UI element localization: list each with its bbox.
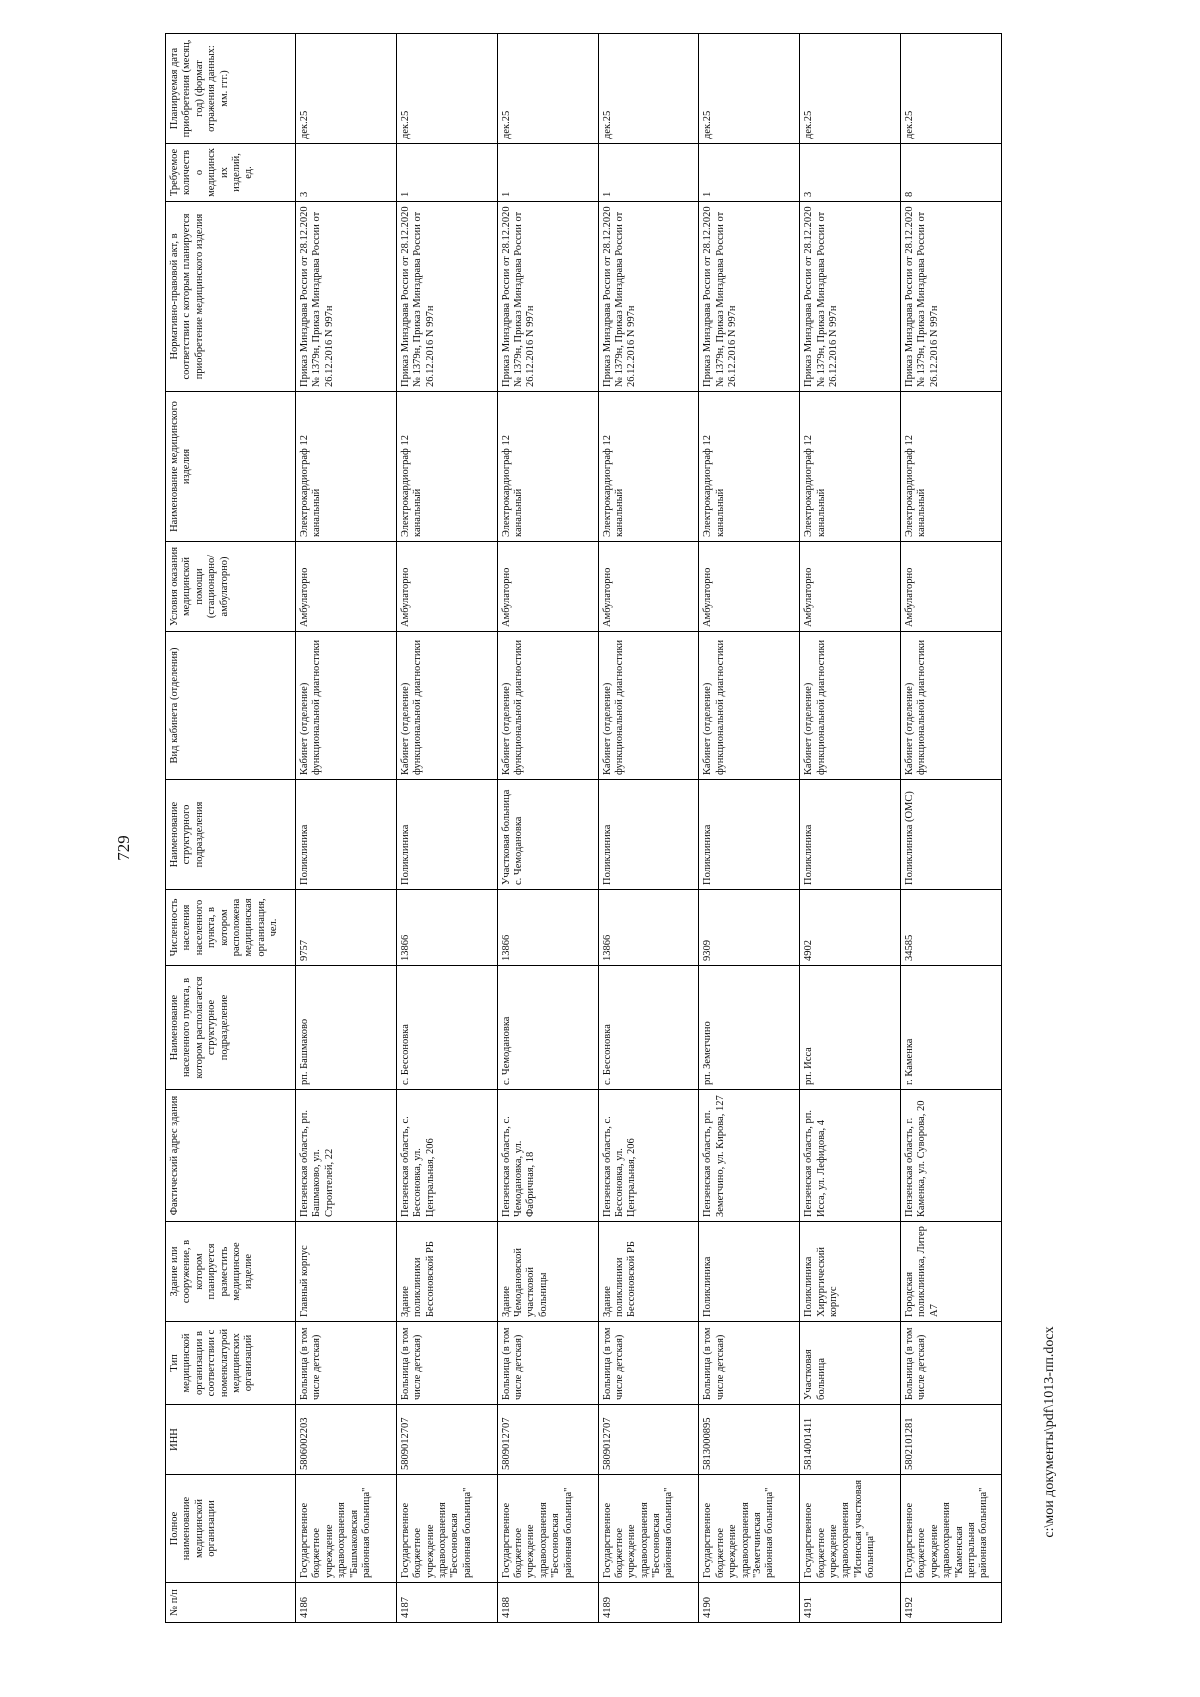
cell-act: Приказ Минздрава России от 28.12.2020 № 1379н, Приказ Минздрава России от 26.12.2016 N 997н <box>598 202 699 392</box>
cell-org-type: Больница (в том числе детская) <box>901 1322 1002 1405</box>
header-number: № п/п <box>166 1583 296 1623</box>
cell-condition: Амбулаторно <box>598 542 699 632</box>
cell-building: Здание поликлиники Бессоновской РБ <box>396 1222 497 1322</box>
cell-org-name: Государственное бюджетное учреждение здравоохранения "Башмаковская районная больница" <box>296 1475 397 1583</box>
header-org-name: Полное наименование медицинской организации <box>166 1475 296 1583</box>
cell-building: Здание Чемодановской участковой больницы <box>497 1222 598 1322</box>
cell-org-type: Больница (в том числе детская) <box>497 1322 598 1405</box>
cell-condition: Амбулаторно <box>901 542 1002 632</box>
cell-org-name: Государственное бюджетное учреждение здравоохранения "Бессоновская районная больница" <box>598 1475 699 1583</box>
table-row <box>296 34 397 1623</box>
cell-cabinet: Кабинет (отделение) функциональной диагностики <box>901 632 1002 780</box>
cell-inn: 5814001411 <box>800 1405 901 1475</box>
header-org-type: Тип медицинской организации в соответствии с номенклатурой медицинских организаций <box>166 1322 296 1405</box>
cell-number: 4190 <box>699 1583 800 1623</box>
cell-quantity: 1 <box>598 144 699 202</box>
footer-file-path: c:\мои документы\pdf\1013-пп.docx <box>1042 1326 1057 1538</box>
cell-address: Пензенская область, с. Бессоновка, ул. Центральная, 206 <box>598 1090 699 1222</box>
cell-cabinet: Кабинет (отделение) функциональной диагностики <box>396 632 497 780</box>
cell-inn: 5809012707 <box>396 1405 497 1475</box>
cell-date: дек.25 <box>497 34 598 144</box>
cell-population: 13866 <box>396 890 497 966</box>
cell-address: Пензенская область, с. Бессоновка, ул. Центральная, 206 <box>396 1090 497 1222</box>
cell-cabinet: Кабинет (отделение) функциональной диагностики <box>699 632 800 780</box>
cell-cabinet: Кабинет (отделение) функциональной диагностики <box>497 632 598 780</box>
cell-act: Приказ Минздрава России от 28.12.2020 № 1379н, Приказ Минздрава России от 26.12.2016 N 997н <box>497 202 598 392</box>
cell-division: Поликлиника <box>800 780 901 890</box>
cell-address: Пензенская область, с. Чемодановка, ул. Фабричная, 18 <box>497 1090 598 1222</box>
cell-inn: 5802101281 <box>901 1405 1002 1475</box>
cell-org-name: Государственное бюджетное учреждение здравоохранения "Бессоновская районная больница" <box>396 1475 497 1583</box>
cell-org-name: Государственное бюджетное учреждение здравоохранения "Исинская участковая больница" <box>800 1475 901 1583</box>
cell-quantity: 1 <box>497 144 598 202</box>
equipment-table-container <box>165 34 1002 1623</box>
table-row <box>901 34 1002 1623</box>
header-cabinet: Вид кабинета (отделения) <box>166 632 296 780</box>
cell-number: 4188 <box>497 1583 598 1623</box>
page-number: 729 <box>114 835 133 861</box>
cell-device: Электрокардиограф 12 канальный <box>296 392 397 542</box>
table-row <box>800 34 901 1623</box>
cell-condition: Амбулаторно <box>699 542 800 632</box>
cell-date: дек.25 <box>296 34 397 144</box>
cell-org-type: Больница (в том числе детская) <box>598 1322 699 1405</box>
cell-cabinet: Кабинет (отделение) функциональной диагностики <box>800 632 901 780</box>
cell-locality: с. Бессоновка <box>598 966 699 1090</box>
cell-device: Электрокардиограф 12 канальный <box>800 392 901 542</box>
cell-device: Электрокардиограф 12 канальный <box>396 392 497 542</box>
table-row <box>497 34 598 1623</box>
cell-quantity: 8 <box>901 144 1002 202</box>
table-row <box>598 34 699 1623</box>
cell-act: Приказ Минздрава России от 28.12.2020 № 1379н, Приказ Минздрава России от 26.12.2016 N 997н <box>296 202 397 392</box>
cell-building: Главный корпус <box>296 1222 397 1322</box>
cell-number: 4187 <box>396 1583 497 1623</box>
cell-act: Приказ Минздрава России от 28.12.2020 № 1379н, Приказ Минздрава России от 26.12.2016 N 997н <box>901 202 1002 392</box>
cell-inn: 5806002203 <box>296 1405 397 1475</box>
cell-condition: Амбулаторно <box>497 542 598 632</box>
cell-quantity: 3 <box>296 144 397 202</box>
cell-date: дек.25 <box>800 34 901 144</box>
cell-locality: рп. Земетчино <box>699 966 800 1090</box>
cell-population: 13866 <box>598 890 699 966</box>
header-device: Наименование медицинского изделия <box>166 392 296 542</box>
equipment-table <box>165 33 1002 1623</box>
cell-device: Электрокардиограф 12 канальный <box>699 392 800 542</box>
cell-date: дек.25 <box>598 34 699 144</box>
table-header-row <box>166 34 296 1623</box>
cell-condition: Амбулаторно <box>800 542 901 632</box>
cell-building: Поликлиника <box>699 1222 800 1322</box>
cell-division: Поликлиника <box>396 780 497 890</box>
cell-number: 4192 <box>901 1583 1002 1623</box>
cell-cabinet: Кабинет (отделение) функциональной диагностики <box>296 632 397 780</box>
cell-org-type: Больница (в том числе детская) <box>296 1322 397 1405</box>
cell-address: Пензенская область, г. Каменка, ул. Суворова, 20 <box>901 1090 1002 1222</box>
cell-locality: рп. Исса <box>800 966 901 1090</box>
cell-date: дек.25 <box>901 34 1002 144</box>
cell-address: Пензенская область, рп. Исса, ул. Лефидова, 4 <box>800 1090 901 1222</box>
header-address: Фактический адрес здания <box>166 1090 296 1222</box>
cell-division: Поликлиника (ОМС) <box>901 780 1002 890</box>
cell-device: Электрокардиограф 12 канальный <box>497 392 598 542</box>
cell-org-name: Государственное бюджетное учреждение здравоохранения "Земетчинская районная больница" <box>699 1475 800 1583</box>
cell-org-type: Больница (в том числе детская) <box>396 1322 497 1405</box>
cell-locality: рп. Башмаково <box>296 966 397 1090</box>
cell-quantity: 1 <box>396 144 497 202</box>
cell-number: 4191 <box>800 1583 901 1623</box>
cell-address: Пензенская область, рп. Башмаково, ул. Строителей, 22 <box>296 1090 397 1222</box>
cell-population: 9309 <box>699 890 800 966</box>
cell-act: Приказ Минздрава России от 28.12.2020 № 1379н, Приказ Минздрава России от 26.12.2016 N 997н <box>396 202 497 392</box>
cell-org-type: Участковая больница <box>800 1322 901 1405</box>
header-division: Наименование структурного подразделения <box>166 780 296 890</box>
cell-division: Участковая больница с. Чемодановка <box>497 780 598 890</box>
cell-date: дек.25 <box>699 34 800 144</box>
cell-number: 4189 <box>598 1583 699 1623</box>
header-inn: ИНН <box>166 1405 296 1475</box>
cell-population: 9757 <box>296 890 397 966</box>
cell-org-name: Государственное бюджетное учреждение здравоохранения "Бессоновская районная больница" <box>497 1475 598 1583</box>
cell-division: Поликлиника <box>699 780 800 890</box>
cell-inn: 5813000895 <box>699 1405 800 1475</box>
cell-date: дек.25 <box>396 34 497 144</box>
table-row <box>699 34 800 1623</box>
header-locality: Наименование населенного пункта, в котором располагается структурное подразделение <box>166 966 296 1090</box>
table-row <box>396 34 497 1623</box>
cell-condition: Амбулаторно <box>396 542 497 632</box>
cell-inn: 5809012707 <box>598 1405 699 1475</box>
cell-act: Приказ Минздрава России от 28.12.2020 № 1379н, Приказ Минздрава России от 26.12.2016 N 997н <box>800 202 901 392</box>
cell-condition: Амбулаторно <box>296 542 397 632</box>
header-condition: Условия оказания медицинской помощи (стационарно/амбулаторно) <box>166 542 296 632</box>
cell-act: Приказ Минздрава России от 28.12.2020 № 1379н, Приказ Минздрава России от 26.12.2016 N 997н <box>699 202 800 392</box>
cell-building: Городская поликлиника, Литер А7 <box>901 1222 1002 1322</box>
cell-org-name: Государственное бюджетное учреждение здравоохранения "Каменская центральная районная больница" <box>901 1475 1002 1583</box>
cell-locality: с. Бессоновка <box>396 966 497 1090</box>
cell-building: Здание поликлиники Бессоновской РБ <box>598 1222 699 1322</box>
header-act: Нормативно-правовой акт, в соответствии с которым планируется приобретение медицинского изделия <box>166 202 296 392</box>
cell-device: Электрокардиограф 12 канальный <box>901 392 1002 542</box>
cell-address: Пензенская область, рп. Земетчино, ул. Кирова, 127 <box>699 1090 800 1222</box>
cell-division: Поликлиника <box>296 780 397 890</box>
header-quantity: Требуемое количество медицинских изделий, ед. <box>166 144 296 202</box>
cell-locality: с. Чемодановка <box>497 966 598 1090</box>
cell-cabinet: Кабинет (отделение) функциональной диагностики <box>598 632 699 780</box>
cell-number: 4186 <box>296 1583 397 1623</box>
cell-inn: 5809012707 <box>497 1405 598 1475</box>
cell-population: 4902 <box>800 890 901 966</box>
header-date: Планируемая дата приобретения (месяц, год) (формат отражения данных: мм. ггг.) <box>166 34 296 144</box>
cell-division: Поликлиника <box>598 780 699 890</box>
cell-population: 13866 <box>497 890 598 966</box>
header-population: Численность населения населенного пункта, в котором расположена медицинская организация, чел. <box>166 890 296 966</box>
cell-org-type: Больница (в том числе детская) <box>699 1322 800 1405</box>
cell-building: Поликлиника Хирургический корпус <box>800 1222 901 1322</box>
header-building: Здание или сооружение, в котором планируется разместить медицинское изделие <box>166 1222 296 1322</box>
cell-population: 34585 <box>901 890 1002 966</box>
cell-quantity: 3 <box>800 144 901 202</box>
cell-locality: г. Каменка <box>901 966 1002 1090</box>
cell-quantity: 1 <box>699 144 800 202</box>
cell-device: Электрокардиограф 12 канальный <box>598 392 699 542</box>
